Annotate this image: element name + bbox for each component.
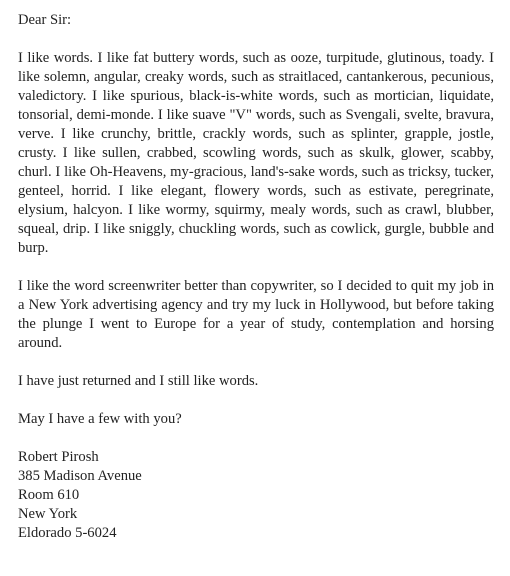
paragraph-words: I like words. I like fat buttery words, such as ooze, turpitude, glutinous, toady. I like solemn, angular, creaky words, such as straitlaced, cantankerous, pecunious, valedictory. I like spurious, black-is-white words, such as mortician, liquidate, tonsorial, demi-monde. I like suave "V" words, such as Svengali, svelte, bravura, verve. I like crunchy, brittle, crackly words, such as splinter, grapple, jostle, crusty. I like sullen, crabbed, scowling words, such as skulk, glower, scabby, churl. I like Oh-Heavens, my-gracious, land's-sake words, such as tricksy, tucker, genteel, horrid. I like elegant, flowery words, such as estivate, peregrinate, elysium, halcyon. I like wormy, squirmy, mealy words, such as crawl, blubber, squeal, drip. I like sniggly, chuckling words, such as cowlick, gurgle, bubble and burp.	[18, 50, 494, 256]
salutation: Dear Sir:	[18, 12, 72, 28]
signature-block	[18, 448, 494, 543]
address-city: New York	[18, 506, 78, 522]
address-street: 385 Madison Avenue	[18, 468, 142, 484]
paragraph-returned: I have just returned and I still like words.	[18, 373, 259, 389]
phone-number: Eldorado 5-6024	[18, 525, 117, 541]
signature-name: Robert Pirosh	[18, 449, 99, 465]
paragraph-career: I like the word screenwriter better than copywriter, so I decided to quit my job in a New York advertising agency and try my luck in Hollywood, but before taking the plunge I went to Europe for a year of study, contemplation and horsing around.	[18, 278, 494, 351]
paragraph-request: May I have a few with you?	[18, 411, 182, 427]
address-room: Room 610	[18, 487, 80, 503]
